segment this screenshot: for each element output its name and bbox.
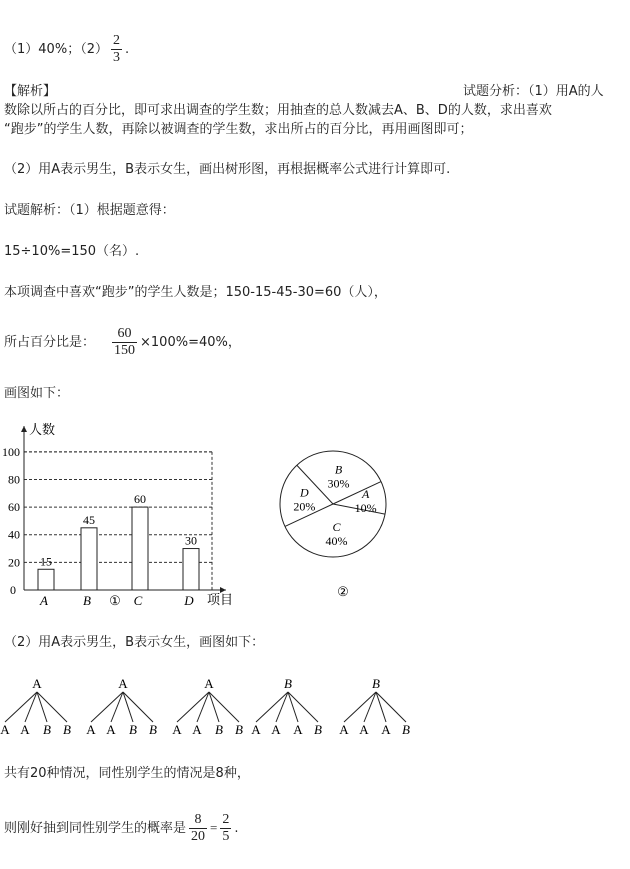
percent-line	[4, 326, 241, 359]
tree-branch	[364, 692, 376, 722]
bar-b	[81, 528, 97, 590]
tree-leaf: B	[149, 722, 157, 737]
tree-leaf: A	[293, 722, 303, 737]
tree-branch	[276, 692, 288, 722]
probability-fraction-2	[220, 812, 231, 845]
answer-part2-label: （2）	[80, 42, 108, 57]
pie-slice-percent: 20%	[293, 499, 316, 514]
answer-line	[4, 33, 129, 66]
tree-leaf: B	[43, 722, 51, 737]
bar-c	[132, 507, 148, 590]
tree-leaf: B	[402, 722, 410, 737]
percent-fraction-denominator: 150	[114, 343, 136, 358]
draw-label: 画图如下：	[4, 386, 70, 401]
probability-end: .	[234, 821, 239, 836]
bar-a	[38, 569, 54, 590]
probability-fraction-1	[189, 812, 207, 845]
answer-fraction-denominator: 3	[112, 50, 120, 65]
tree-leaf: A	[172, 722, 182, 737]
category-label: D	[184, 593, 194, 608]
part2-intro: （2）用A表示男生，B表示女生，画图如下：	[4, 635, 265, 650]
answer-part1-label: （1）	[4, 42, 39, 57]
tree-branch	[344, 692, 376, 722]
part2-summary: 共有20种情况，同性别学生的情况是8种，	[4, 766, 250, 781]
tree-leaf: A	[192, 722, 202, 737]
bar-chart	[0, 420, 250, 610]
pie-slice-percent: 10%	[354, 500, 377, 515]
pie-chart	[270, 420, 410, 610]
answer-fraction	[111, 33, 122, 66]
y-tick-label: 100	[2, 444, 20, 459]
bar-d	[183, 549, 199, 590]
solution-calc-2: 本项调查中喜欢“跑步”的学生人数是；150-15-45-30=60（人），	[4, 285, 387, 300]
tree-root: A	[32, 676, 42, 691]
tree-leaf: B	[215, 722, 223, 737]
bar-value-label: 60	[134, 492, 146, 507]
tree-leaf: A	[20, 722, 30, 737]
analysis-heading: 【解析】	[4, 84, 57, 99]
y-tick-label: 20	[8, 555, 20, 570]
percent-suffix: ×100%=40%，	[140, 335, 241, 350]
pie-slice-percent: 30%	[327, 476, 350, 491]
tree-leaf: B	[129, 722, 137, 737]
tree-leaf: A	[339, 722, 349, 737]
answer-part1-value: 40%	[38, 42, 68, 57]
tree-leaf: A	[86, 722, 96, 737]
bar-chart-caption: ①	[109, 593, 121, 608]
tree-leaf: A	[0, 722, 10, 737]
analysis-line-2: 数除以所占的百分比，即可求出调查的学生数；用抽查的总人数减去A、B、D的人数，求出喜欢	[4, 103, 552, 118]
tree-root: A	[204, 676, 214, 691]
probability-denominator-2: 5	[222, 829, 230, 844]
tree-leaf: A	[271, 722, 281, 737]
tree-branch	[5, 692, 37, 722]
probability-line	[4, 812, 239, 845]
category-label: B	[83, 593, 91, 608]
x-axis-label: 项目	[207, 593, 234, 608]
pie-slice-label: C	[332, 519, 341, 534]
probability-denominator-1: 20	[191, 829, 206, 844]
y-tick-label: 60	[8, 500, 20, 515]
tree-leaf: A	[381, 722, 391, 737]
answer-separator: ；	[67, 42, 81, 57]
probability-numerator-1: 8	[194, 812, 202, 827]
pie-slice-label: B	[334, 462, 343, 477]
y-axis-label: 人数	[29, 423, 56, 438]
tree-leaf: B	[314, 722, 322, 737]
tree-leaf: B	[235, 722, 243, 737]
pie-chart-caption: ②	[337, 584, 349, 599]
tree-branch	[177, 692, 209, 722]
bar-value-label: 15	[40, 554, 52, 569]
category-label: C	[133, 593, 143, 608]
analysis-line-3: “跑步”的学生人数，再除以被调查的学生数，求出所占的百分比，再用画图即可；	[4, 122, 473, 137]
tree-leaf: A	[251, 722, 261, 737]
tree-root: B	[372, 676, 380, 691]
tree-root: B	[284, 676, 292, 691]
probability-numerator-2: 2	[222, 812, 230, 827]
origin-label: 0	[10, 583, 16, 597]
solution-calc-1: 15÷10%=150（名）.	[4, 244, 140, 259]
percent-prefix: 所占百分比是：	[4, 335, 96, 350]
y-axis-arrow	[21, 426, 27, 432]
answer-end: .	[124, 42, 130, 57]
tree-leaf: A	[106, 722, 116, 737]
y-tick-label: 40	[8, 527, 20, 542]
answer-fraction-numerator: 2	[112, 33, 120, 48]
bar-value-label: 30	[185, 533, 197, 548]
tree-leaf: B	[63, 722, 71, 737]
analysis-lead: 试题分析：（1）用A的人	[463, 84, 604, 99]
category-label: A	[40, 593, 48, 608]
tree-diagram	[0, 670, 440, 745]
tree-branch	[91, 692, 123, 722]
percent-fraction	[112, 326, 137, 359]
analysis-line-4: （2）用A表示男生，B表示女生，画出树形图，再根据概率公式进行计算即可.	[4, 162, 451, 177]
tree-branch	[256, 692, 288, 722]
tree-branch	[197, 692, 209, 722]
solution-intro: 试题解析：（1）根据题意得：	[4, 203, 175, 218]
tree-branch	[25, 692, 37, 722]
percent-fraction-numerator: 60	[117, 326, 132, 341]
pie-slice-percent: 40%	[325, 533, 348, 548]
tree-branch	[111, 692, 123, 722]
tree-leaf: A	[359, 722, 369, 737]
pie-slice-label: D	[300, 485, 309, 500]
y-tick-label: 80	[8, 472, 20, 487]
probability-equals: =	[210, 820, 218, 835]
pie-slice-label: A	[361, 486, 370, 501]
bar-value-label: 45	[83, 512, 95, 527]
probability-prefix: 则刚好抽到同性别学生的概率是	[4, 821, 187, 836]
tree-root: A	[118, 676, 128, 691]
